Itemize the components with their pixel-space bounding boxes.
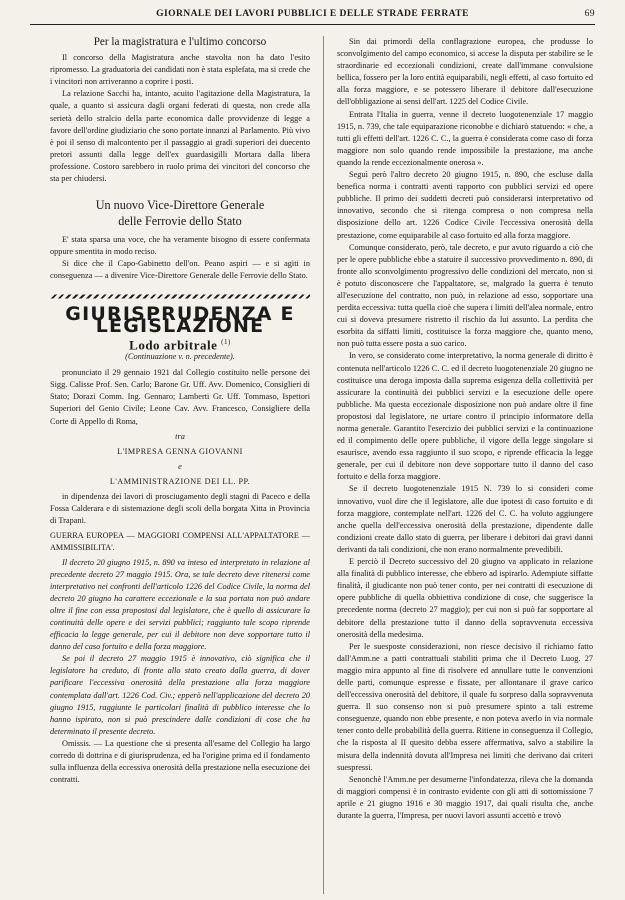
paragraph: Senonchè l'Amm.ne per desumerne l'infondatezza, rileva che la domanda di maggiori compensi è in contrasto evidente con gli atti di sottomissione 7 aprile e 21 giugno 1916 e 30 maggio 1917, dai quali risulta che, anche durante la guerra, l'Impresa, per nuovi lavori assunti accettò e trovò: [337, 774, 593, 820]
paragraph: Per le suesposte considerazioni, non riesce decisivo il richiamo fatto dall'Amm.ne a patti contrattuali stabiliti prima che il Decreto Luog. 27 maggio mira appunto al fine di risolvere ed annullare tutte le convenzioni delle parti, comunque espresse e fissate, per allontanare il grave carico dell'eccessiva onerosità del debitore, il quale fu sorpreso dalla sopravvenuta guerra. Il suo consenso non si può presumere spinto a tali estreme conseguenze, quando non ebbe presente, e non poteva averlo in via normale tener conto delle probabilità della guerra. Ritiene in conseguenza il Collegio, che la risposta al II quesito debba essere affermativa, salvo a stabilire la misura della indennità dovuta all'Impresa nei limiti che derivano dai criteri suespressi.: [337, 641, 593, 772]
section-title-line: Un nuovo Vice-Direttore Generale: [95, 198, 265, 213]
page-number: 69: [584, 8, 595, 19]
paragraph: Il concorso della Magistratura anche stavolta non ha dato l'esito ripromesso. La graduatoria dei candidati non è stata esplefata, ma si crede che i vincitori non arriveranno a coprire i posti.: [50, 53, 310, 87]
massima-paragraph: Il decreto 20 giugno 1915, n. 890 va inteso ed interpretato in relazione al precedente decreto 27 maggio 1915. Ora, se tale decreto deve ritenersi come interpretativo nei confronti dell'articolo 1226 del Codice Civile, la norma del decreto 20 giugno ha carattere eccezionale e la sua portata non può andare oltre il fine con essa propostosi dal legislatore, che è quello di assicurare la continuità delle opere e dei servizi pubblici; raggiunto tale scopo riprende efficacia la legge generale, per cui il debitore non deve sopportare tutto il danno del caso fortuito e della forza maggiore.: [50, 557, 310, 652]
left-column: [50, 36, 310, 786]
section-title-vice-direttore: [50, 197, 310, 229]
party-amministrazione: L'AMMINISTRAZIONE DEI LL. PP.: [109, 476, 251, 486]
subject-line: GUERRA EUROPEA — MAGGIORI COMPENSI ALL'APPALTATORE — AMMISSIBILITA'.: [50, 531, 310, 553]
paragraph: Si dice che il Capo-Gabinetto dell'on. Peano aspiri — e si agiti in conseguenza — a divenire Vice-Direttore Generale delle Ferrovie dello Stato.: [50, 259, 310, 281]
party-impresa: L'IMPRESA GENNA GIOVANNI: [117, 446, 243, 456]
paragraph: in dipendenza dei lavori di prosciugamento degli stagni di Paceco e della Fossa Calderara e di sistemazione degli scoli della borgata Xitta in Provincia di Trapani.: [50, 492, 310, 526]
paragraph: E perciò il Decreto successivo del 20 giugno va applicato in relazione alla finalità di pubblico interesse, che ebbero ad ispirarlo. Adempiute siffatte finalità, il giudicante non può tener conto, per nei contratti di esecuzione di opere pubbliche di quella obbiettiva condizione di cose, che suggerisce la precedente norma (decreto 27 maggio); per cui non si può far sopportare al debitore della prestazione tutto il danno della sopravvenuta eccessiva onerosità della medesima.: [337, 557, 593, 639]
section-title-line: delle Ferrovie dello Stato: [118, 214, 242, 229]
paragraph: Se il decreto luogotenenziale 1915 N. 739 lo si consideri come innovativo, vuol dire che il legislatore, alle due ipotesi di caso fortuito e di forza maggiore, contemplate nell'art. 1226 del C. C. ha voluto aggiungere anche quella dell'eccessiva onerosità della prestazione, dipendente dalle condizioni create dallo stato di guerra, per liberare i debitori dai gravi danni derivanti da tali condizioni, che non erano normalmente prevedibili.: [337, 484, 593, 554]
running-header: [30, 8, 595, 25]
right-column: [337, 36, 593, 822]
paragraph: Omissis. — La questione che si presenta all'esame del Collegio ha largo corredo di dottrina e di giurisprudenza, ed ha l'origine prima ed il fondamento sulla influenza della eccessiva onerosità della prestazione nella esecuzione dei contratti.: [50, 738, 310, 785]
paragraph: Sin dai primordi della conflagrazione europea, che produsse lo sconvolgimento del campo economico, si accese la disputa per stabilire se le straordinarie ed eccezionali condizioni, create dall'immane convulsione bellica, fossero per la loro entità equiparabili, negli effetti, al caso fortuito ed alla forza maggiore, e se potessero liberare il debitore dall'esecuzione dell'obbligazione ai sensi dell'art. 1225 del Codice Civile.: [337, 37, 593, 107]
section-title-magistratura: Per la magistratura e l'ultimo concorso: [93, 36, 267, 48]
section-heading-giurisprudenza: GIURISPRUDENZA E LEGISLAZIONE: [65, 302, 295, 337]
column-divider: [323, 36, 324, 894]
paragraph: pronunciato il 29 gennaio 1921 dal Collegio costituito nelle persone dei Sigg. Calisse Prof. Sen. Carlo; Barone Gr. Uff. Avv. Domenico, Consiglieri di Stato; Dorazi Comm. Ing. Gennaro; Lamberti Gr. Uff. Tommaso, Ispettori Superiori del Genio Civile; Leone Cav. Avv. Francesco, Consigliere della Corte di Appello di Roma,: [50, 368, 310, 426]
decorative-divider: [50, 292, 310, 302]
paragraph: Comunque considerato, però, tale decreto, e pur avuto riguardo a ciò che per le opere pubbliche ebbe a statuire il successivo provvedimento n. 890, di fronte allo sconvolgimento progressivo delle condizioni del mercato, non si è potuto disconoscere che l'appaltatore, se, malgrado la guerra è tenuto all'esecuzione del contratto, non può, in relazione ad esso, sopportare una perdita eccessiva: tutta quella cioè che supera i limiti dell'alea normale, entro cui si doveva presumere ristretto il rischio da lui assunto. La perdita che esorbita da siffatti limiti, costituisce la forza maggiore che, quanto meno, non può tutta essere posta a suo carico.: [337, 242, 593, 349]
lodo-title-text: Lodo arbitrale: [129, 337, 218, 353]
continuation-note: (Continuazione v. n. precedente).: [125, 352, 235, 362]
paragraph: Entrata l'Italia in guerra, venne il decreto luogotenenziale 17 maggio 1915, n. 739, che tale equiparazione riconobbe e dichiarò statuendo: « che, a tutti gli effetti dell'art. 1226 C. C., la guerra è considerata come caso di forza maggiore non solo quando rende impossibile la prestazione, ma anche quando la rende eccezionalmente onerosa ».: [337, 109, 593, 167]
massima-paragraph: Se poi il decreto 27 maggio 1915 è innovativo, ciò significa che il legislatore ha creduto, di fronte allo stato creato dalla guerra, di dover parificare l'eccessiva onerosità della prestazione alla forza maggiore contemplata dall'art. 1226 Cod. Civ.; epperò nell'applicazione del decreto 20 giugno 1915, raggiunte le particolari finalità di pubblico interesse che lo hanno ispirato, non si può prescindere dalle condizioni di cose che ha determinato il presente decreto.: [50, 654, 310, 736]
paragraph: In vero, se considerato come interpretativo, la norma generale di diritto è contenuta nell'articolo 1226 C. C. ed il decreto luogotenenziale 20 giugno ne costituisce una deroga imposta dalla suprema esigenza della collettività per assicurare la continuità dei pubblici servizi e la esecuzione delle opere pubbliche. Ma questa eccezionale disposizione non può andare oltre il fine propostosi dal legislatore, ne urtare contro il principio informatore della norma generale. Garantito l'esercizio dei pubblici servizi e la continuazione ed il compimento delle opere pubbliche, il vigore della legge singolare si esaurisce, avendo essa raggiunto il suo scopo, e riprende efficacia la legge generale, per cui il debitore non deve sopportare tutto il danno del caso fortuito e della forza maggiore.: [337, 351, 593, 482]
lodo-title: [50, 336, 310, 351]
connector-tra: tra: [175, 431, 185, 441]
journal-title: GIORNALE DEI LAVORI PUBBLICI E DELLE STRADE FERRATE: [156, 8, 469, 19]
footnote-marker: (1): [221, 337, 231, 346]
paragraph: E' stata sparsa una voce, che ha veramente bisogno di essere confermata oppure smentita in modo reciso.: [50, 235, 310, 257]
paragraph: Seguì però l'altro decreto 20 giugno 1915, n. 890, che escluse dalla benefica norma i contratti aventi rapporto con pubblici servizi ed opere pubbliche. Il primo dei suddetti decreti può considerarsi interpretativo od innovativo, secondo che si ritenga compresa o non compresa nella disposizione dello art. 1226 Codice Civile l'eccessiva onerosità della prestazione, come equiparabile al caso fortuito ed alla forza maggiore.: [337, 170, 593, 240]
paragraph: La relazione Sacchi ha, intanto, acuito l'agitazione della Magistratura, la quale, a quanto si assicura dagli organi federati di questa, non crede alla serietà dello stralcio della parte economica dalle provvidenze di legge a favore dell'ordine giudiziario che sono portate innanzi al Parlamento. Più vivo è poi il senso di malcontento per il passaggio ai gradi superiori dei duecento pretori assunti dalla legge dell'ex guardasigilli Mortara dalla libera professione. Costoro sarebbero in ruolo prima dei vincitori del concorso che sta per chiudersi.: [50, 89, 310, 184]
connector-e: e: [178, 461, 182, 471]
